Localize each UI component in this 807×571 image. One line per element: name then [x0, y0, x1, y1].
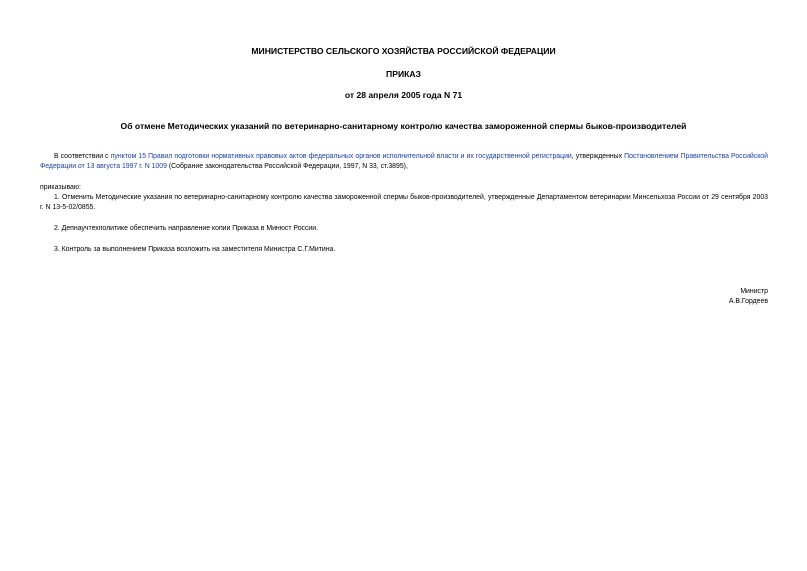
order-item-2: 2. Депнаучтехполитике обеспечить направление копии Приказа в Минюст России.: [54, 225, 319, 232]
document-subject: Об отмене Методических указаний по ветеринарно-санитарному контролю качества замороженной спермы быков-производителей: [120, 121, 687, 131]
preamble-suffix: (Собрание законодательства Российской Федерации, 1997, N 33, ст.3895),: [166, 162, 408, 170]
order-item-3: 3. Контроль за выполнением Приказа возложить на заместителя Министра С.Г.Митина.: [54, 246, 336, 253]
signature-title: Министр: [740, 288, 768, 295]
signature-name: А.В.Гордеев: [728, 298, 768, 305]
preamble-paragraph: [40, 152, 768, 171]
preamble-middle: , утвержденных: [571, 153, 625, 160]
government-decree-link[interactable]: Постановлением Правительства Российской Федерации от 13 августа 1997 г. N 1009: [40, 153, 768, 170]
rules-link[interactable]: пунктом 15 Правил подготовки нормативных правовых актов федеральных органов исполнительной власти и их государственной регистрации: [110, 153, 572, 160]
preamble-prefix: В соответствии с: [54, 153, 111, 160]
order-word: приказываю:: [40, 184, 81, 191]
document-type: ПРИКАЗ: [386, 69, 421, 79]
document-date-number: от 28 апреля 2005 года N 71: [344, 90, 463, 100]
ministry-heading: МИНИСТЕРСТВО СЕЛЬСКОГО ХОЗЯЙСТВА РОССИЙСКОЙ ФЕДЕРАЦИИ: [251, 46, 556, 56]
order-item-1: 1. Отменить Методические указания по ветеринарно-санитарному контролю качества замороженной спермы быков-производителей, утвержденные Департаментом ветеринарии Минсельхоза России от 29 сентября 2003 г. N 13-5-02/0855.: [40, 194, 768, 211]
